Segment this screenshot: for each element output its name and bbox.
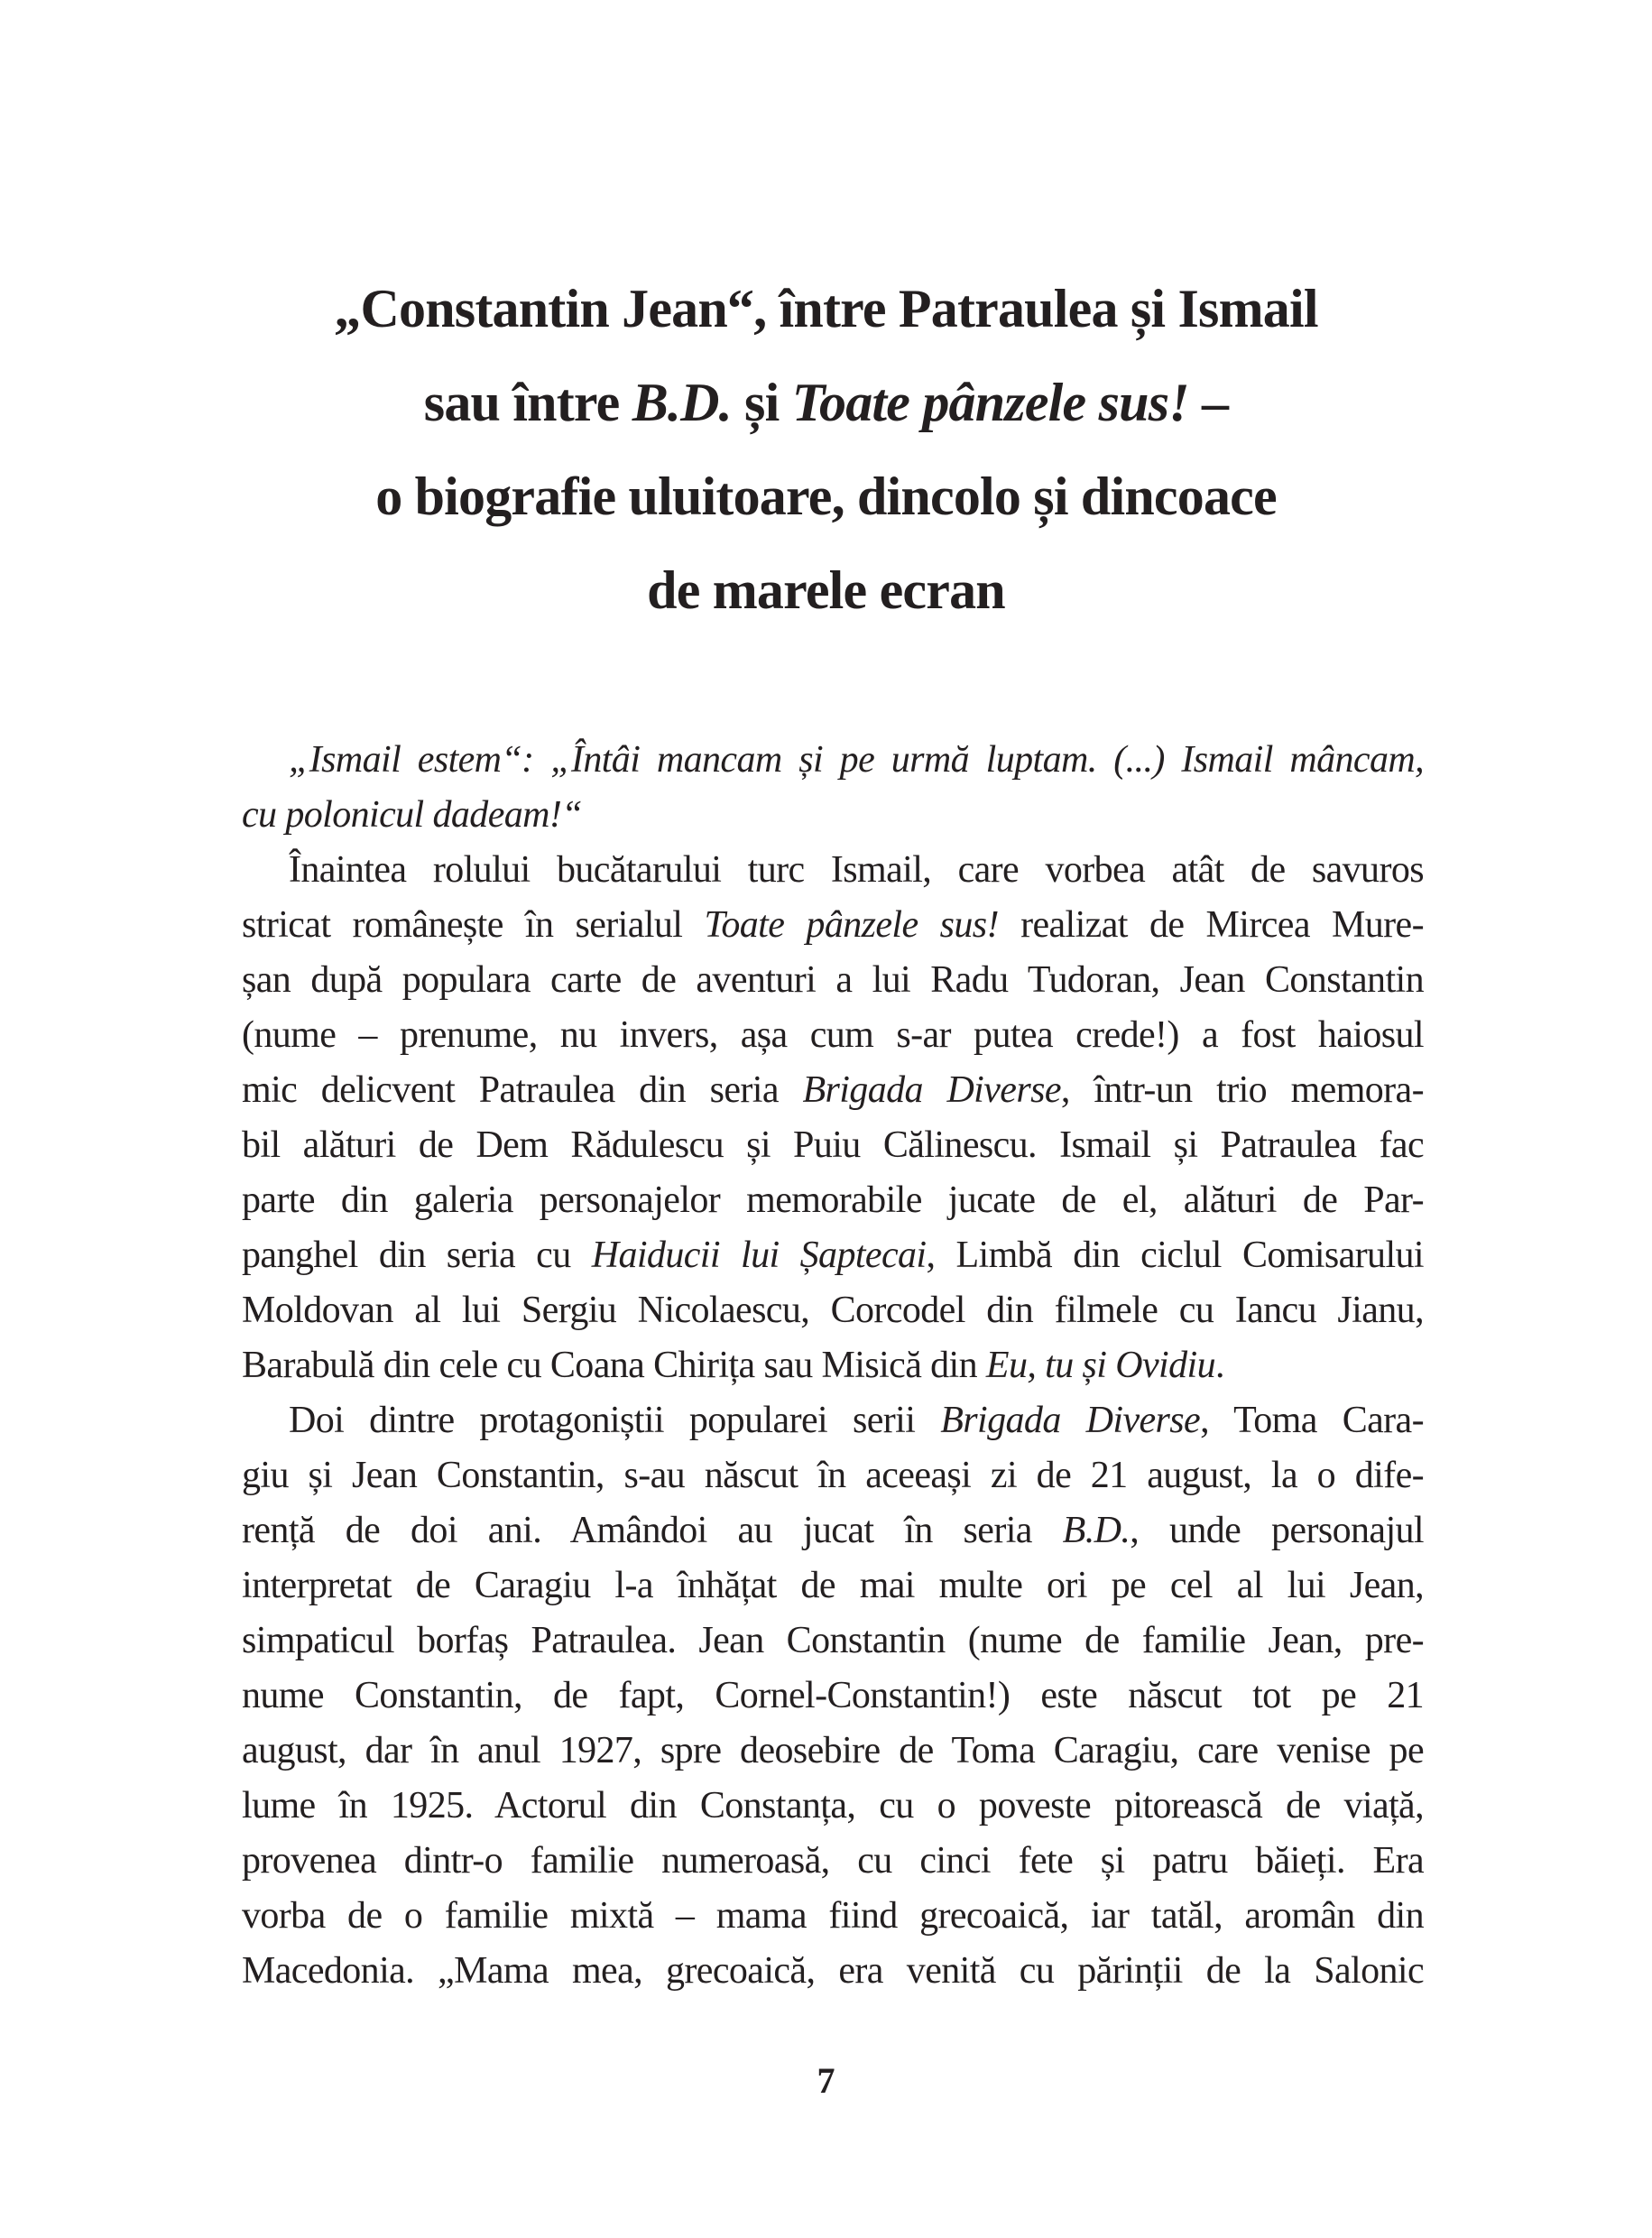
text: Macedonia. „Mama mea, grecoaică, era venită cu părinții de la Salonic: [242, 1950, 1424, 1992]
text: , Limbă din ciclul Comisarului: [926, 1235, 1424, 1276]
text: parte din galeria personajelor memorabile jucate de el, alături de Par-: [242, 1179, 1424, 1221]
italic-text: Brigada Diverse: [802, 1069, 1061, 1111]
text-line: [242, 1503, 1424, 1558]
page-number: 7: [817, 2060, 835, 2101]
chapter-title: [180, 262, 1472, 637]
text: panghel din seria cu: [242, 1235, 592, 1276]
title-line: [180, 543, 1472, 637]
text-line: [242, 1724, 1424, 1779]
text: stricat românește în serialul: [242, 904, 705, 946]
text-line: [242, 1008, 1424, 1063]
text-line: [242, 1283, 1424, 1338]
text-line: [242, 1448, 1424, 1503]
text-line: [242, 1944, 1424, 1999]
text: august, dar în anul 1927, spre deosebire de Toma Caragiu, care venise pe: [242, 1730, 1424, 1771]
text-line: [242, 1614, 1424, 1669]
text-line: [242, 1889, 1424, 1944]
text-line: [242, 1173, 1424, 1228]
text: interpretat de Caragiu l-a înhățat de mai multe ori pe cel al lui Jean,: [242, 1565, 1424, 1606]
title-line: [180, 449, 1472, 543]
text: mic delicvent Patraulea din seria: [242, 1069, 803, 1111]
text: realizat de Mircea Mure-: [998, 904, 1424, 946]
text-line: [242, 1228, 1424, 1283]
text: giu și Jean Constantin, s-au născut în aceeași zi de 21 august, la o dife-: [242, 1455, 1424, 1496]
body-text: [242, 733, 1424, 1999]
text: .: [1214, 1345, 1224, 1386]
text-line: [242, 733, 1424, 788]
italic-text: Haiducii lui Șaptecai: [591, 1235, 927, 1276]
text-line: [242, 843, 1424, 898]
text-line: [242, 1834, 1424, 1889]
text: șan după populara carte de aventuri a lui Radu Tudoran, Jean Constantin: [242, 959, 1424, 1001]
italic-text: Toate pânzele sus!: [791, 373, 1189, 432]
title-line: [180, 262, 1472, 356]
text-line: [242, 953, 1424, 1008]
text: Moldovan al lui Sergiu Nicolaescu, Corcodel din filmele cu Iancu Jianu,: [242, 1290, 1424, 1331]
text: simpaticul borfaș Patraulea. Jean Constantin (nume de familie Jean, pre-: [242, 1620, 1424, 1661]
text-line: [242, 1118, 1424, 1173]
text: , într-un trio memora-: [1060, 1069, 1424, 1111]
text: vorba de o familie mixtă – mama fiind grecoaică, iar tatăl, aromân din: [242, 1895, 1424, 1937]
text: și: [731, 373, 792, 432]
text-line: [242, 1558, 1424, 1614]
text-line: [242, 1393, 1424, 1448]
text: (nume – prenume, nu invers, așa cum s-ar putea crede!) a fost haiosul: [242, 1014, 1424, 1056]
text: Înaintea rolului bucătarului turc Ismail, care vorbea atât de savuros: [289, 849, 1424, 891]
text-line: [242, 1338, 1424, 1393]
text: , Toma Cara-: [1200, 1400, 1424, 1441]
text: sau între: [423, 373, 632, 432]
text: rență de doi ani. Amândoi au jucat în seria: [242, 1510, 1063, 1551]
italic-text: cu polonicul dadeam!“: [242, 794, 583, 836]
text: o biografie uluitoare, dincolo și dincoace: [375, 467, 1277, 526]
italic-text: Eu, tu și Ovidiu: [985, 1345, 1215, 1386]
italic-text: Brigada Diverse: [940, 1400, 1201, 1441]
title-line: [180, 356, 1472, 449]
text: –: [1188, 373, 1229, 432]
text: lume în 1925. Actorul din Constanța, cu o poveste pitorească de viață,: [242, 1785, 1424, 1826]
italic-text: B.D.: [632, 373, 732, 432]
text-line: [242, 1669, 1424, 1724]
text-line: [242, 898, 1424, 953]
text: Doi dintre protagoniștii popularei serii: [289, 1400, 941, 1441]
text: nume Constantin, de fapt, Cornel-Constantin!) este născut tot pe 21: [242, 1675, 1424, 1716]
text: , unde personajul: [1130, 1510, 1424, 1551]
text: Barabulă din cele cu Coana Chirița sau Misică din: [242, 1345, 986, 1386]
text: de marele ecran: [647, 560, 1005, 620]
text: bil alături de Dem Rădulescu și Puiu Călinescu. Ismail și Patraulea fac: [242, 1124, 1424, 1166]
italic-text: „Ismail estem“: „Întâi mancam și pe urmă luptam. (...) Ismail mâncam,: [289, 739, 1424, 781]
text-line: [242, 1063, 1424, 1118]
italic-text: Toate pânzele sus!: [704, 904, 999, 946]
text: „Constantin Jean“, între Patraulea și Ismail: [334, 279, 1318, 338]
text-line: [242, 788, 1424, 843]
text: provenea dintr-o familie numeroasă, cu cinci fete și patru băieți. Era: [242, 1840, 1424, 1882]
italic-text: B.D.: [1062, 1510, 1131, 1551]
text-line: [242, 1779, 1424, 1834]
